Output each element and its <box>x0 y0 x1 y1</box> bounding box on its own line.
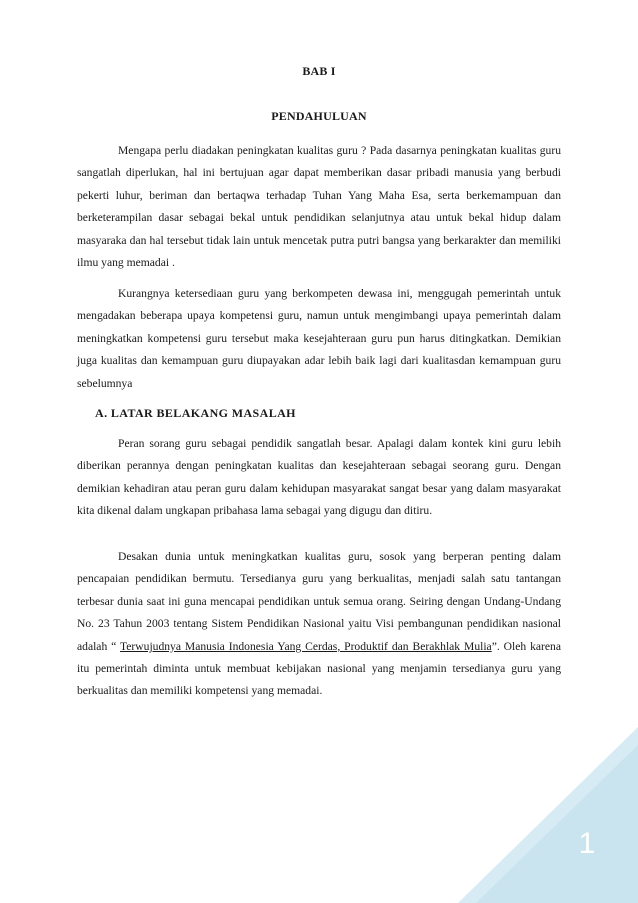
page-number: 1 <box>578 827 596 860</box>
paragraph-teacher-competence: Kurangnya ketersediaan guru yang berkompeten dewasa ini, menggugah pemerintah untuk mengadakan beberapa upaya kompetensi guru, namun untuk mengimbangi upaya pemerintah dalam meningkatkan kompetensi guru tersebut maka kesejahteraan guru pun harus ditingkatkan. Demikian juga kualitas dan kemampuan guru diupayakan adar lebih baik lagi dari kualitasdan kemampuan guru sebelumnya <box>77 287 561 390</box>
paragraph-quality-demand <box>77 546 561 703</box>
chapter-label: BAB I <box>302 64 336 78</box>
vision-quote: Terwujudnya Manusia Indonesia Yang Cerdas, Produktif dan Berakhlak Mulia <box>120 639 492 653</box>
chapter-title: PENDAHULUAN <box>271 109 367 123</box>
paragraph-quality-demand-text: Desakan dunia untuk meningkatkan kualitas guru, sosok yang berperan penting dalam pencapaian pendidikan bermutu. Tersedianya guru yang berkualitas, menjadi salah satu tantangan terbesar dunia saat ini guna mencapai pendidikan untuk semua orang. Seiring dengan Undang-Undang No. 23 Tahun 2003 tentang Sistem Pendidikan Nasional yaitu Visi pembangunan pendidikan nasional adalah “ <box>77 550 561 653</box>
paragraph-teacher-role: Peran sorang guru sebagai pendidik sangatlah besar. Apalagi dalam kontek kini guru lebih diberikan perannya dengan peningkatan kualitas dan kesejahteraan sebagai seorang guru. Dengan demikian kehadiran atau peran guru dalam kehidupan masyarakat sangat besar yang dalam masyarakat kita dikenal dalam ungkapan pribahasa lama sebagai yang digugu dan ditiru. <box>77 437 561 518</box>
corner-triangle-decoration <box>458 727 638 903</box>
paragraph-intro: Mengapa perlu diadakan peningkatan kualitas guru ? Pada dasarnya peningkatan kualitas guru sangatlah diperlukan, hal ini bertujuan agar dapat memberikan dasar pribadi manusia yang berbudi pekerti luhur, beriman dan bertaqwa terhadap Tuhan Yang Maha Esa, serta berkemampuan dan berketerampilan dasar sebagai bekal untuk pendidikan selanjutnya atau untuk bekal hidup dalam masyaraka dan hal tersebut tidak lain untuk mencetak putra putri bangsa yang berkarakter dan memiliki ilmu yang memadai . <box>77 144 561 270</box>
paragraph-quality-demand-tail: ”. Oleh karena itu pemerintah diminta untuk membuat kebijakan nasional yang menjamin tersedianya guru yang berkualitas dan memiliki kompetensi yang memadai. <box>77 639 561 698</box>
section-heading: A. LATAR BELAKANG MASALAH <box>95 406 296 420</box>
